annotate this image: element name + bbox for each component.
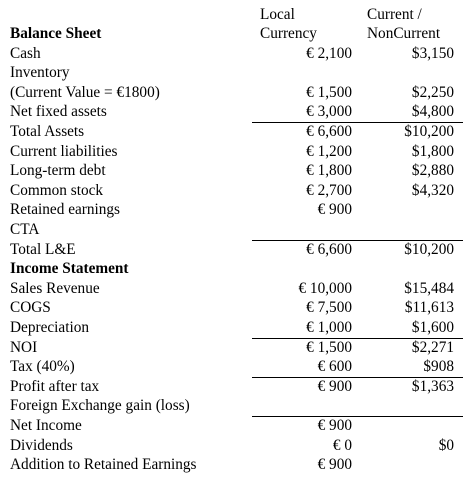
current-noncurrent-value: $1,600 (411, 319, 454, 336)
table-row (0, 357, 467, 377)
current-noncurrent-value: $908 (423, 358, 454, 376)
local-currency-value: € 900 (317, 456, 352, 474)
section-heading: Balance Sheet (10, 25, 102, 42)
row-label: Current liabilities (10, 142, 118, 160)
table-row (0, 220, 467, 240)
current-noncurrent-value: $10,200 (404, 240, 454, 258)
section-heading-row (0, 24, 467, 44)
row-label: Inventory (10, 64, 70, 82)
current-noncurrent-value: $2,271 (411, 338, 454, 356)
row-label: Retained earnings (10, 201, 121, 219)
local-currency-value: € 900 (317, 417, 352, 434)
current-noncurrent-value: $10,200 (404, 123, 454, 140)
local-currency-value: € 1,200 (306, 142, 352, 160)
table-row (0, 338, 467, 358)
current-noncurrent-header-line2: NonCurrent (367, 25, 441, 42)
table-row (0, 200, 467, 220)
local-currency-value: € 1,800 (306, 162, 352, 180)
current-noncurrent-value: $11,613 (404, 299, 454, 317)
current-noncurrent-value: $15,484 (404, 279, 454, 297)
row-label: Common stock (10, 181, 104, 199)
row-label: Depreciation (10, 319, 89, 336)
table-row (0, 298, 467, 318)
current-noncurrent-value: $1,800 (411, 142, 454, 160)
row-label: NOI (10, 338, 38, 356)
local-currency-value: € 900 (317, 377, 352, 395)
row-label: Net fixed assets (10, 103, 107, 121)
table-row (0, 83, 467, 103)
local-currency-value: € 6,600 (306, 240, 352, 258)
table-row (0, 396, 467, 416)
table-row (0, 142, 467, 162)
row-label: (Current Value = €1800) (10, 83, 160, 101)
table-row (0, 102, 467, 122)
table-row (0, 181, 467, 201)
local-currency-value: € 900 (317, 201, 352, 219)
table-row (0, 161, 467, 181)
row-label: Profit after tax (10, 377, 100, 395)
table-row (0, 63, 467, 83)
row-label: Addition to Retained Earnings (10, 456, 197, 474)
section-heading: Income Statement (10, 260, 129, 278)
section-heading-row (0, 259, 467, 279)
row-label: Foreign Exchange gain (loss) (10, 397, 190, 415)
current-noncurrent-value: $4,800 (411, 103, 454, 121)
current-noncurrent-value: $4,320 (411, 181, 454, 199)
table-row (0, 455, 467, 475)
row-label: Sales Revenue (10, 279, 100, 297)
local-currency-value: € 7,500 (306, 299, 352, 317)
table-row (0, 377, 467, 397)
local-currency-value: € 2,700 (306, 181, 352, 199)
local-currency-value: € 1,000 (306, 319, 352, 336)
local-currency-value: € 2,100 (306, 44, 352, 62)
row-label: Total L&E (10, 240, 76, 258)
current-noncurrent-value: $3,150 (411, 44, 454, 62)
local-currency-value: € 1,500 (306, 83, 352, 101)
current-noncurrent-header-line1: Current / (367, 6, 422, 23)
table-row (0, 279, 467, 299)
local-currency-value: € 600 (317, 358, 352, 376)
table-row (0, 416, 467, 436)
row-label: Long-term debt (10, 162, 106, 180)
row-label: Tax (40%) (10, 358, 75, 376)
row-label: Total Assets (10, 123, 85, 140)
local-currency-value: € 1,500 (306, 338, 352, 356)
row-label: Net Income (10, 417, 82, 434)
table-row (0, 436, 467, 456)
current-noncurrent-value: $2,880 (411, 162, 454, 180)
row-label: CTA (10, 221, 40, 238)
row-label: COGS (10, 299, 51, 317)
local-currency-header-line1: Local (260, 6, 295, 23)
local-currency-value: € 10,000 (298, 279, 352, 297)
table-row (0, 122, 467, 142)
table-row (0, 318, 467, 338)
current-noncurrent-value: $0 (438, 436, 454, 454)
table-row (0, 240, 467, 260)
local-currency-value: € 0 (332, 436, 352, 454)
current-noncurrent-value: $2,250 (411, 83, 454, 101)
local-currency-value: € 6,600 (306, 123, 352, 140)
local-currency-header-line2: Currency (260, 25, 317, 42)
table-row (0, 44, 467, 64)
current-noncurrent-value: $1,363 (411, 377, 454, 395)
local-currency-value: € 3,000 (306, 103, 352, 121)
row-label: Cash (10, 44, 41, 62)
row-label: Dividends (10, 436, 73, 454)
